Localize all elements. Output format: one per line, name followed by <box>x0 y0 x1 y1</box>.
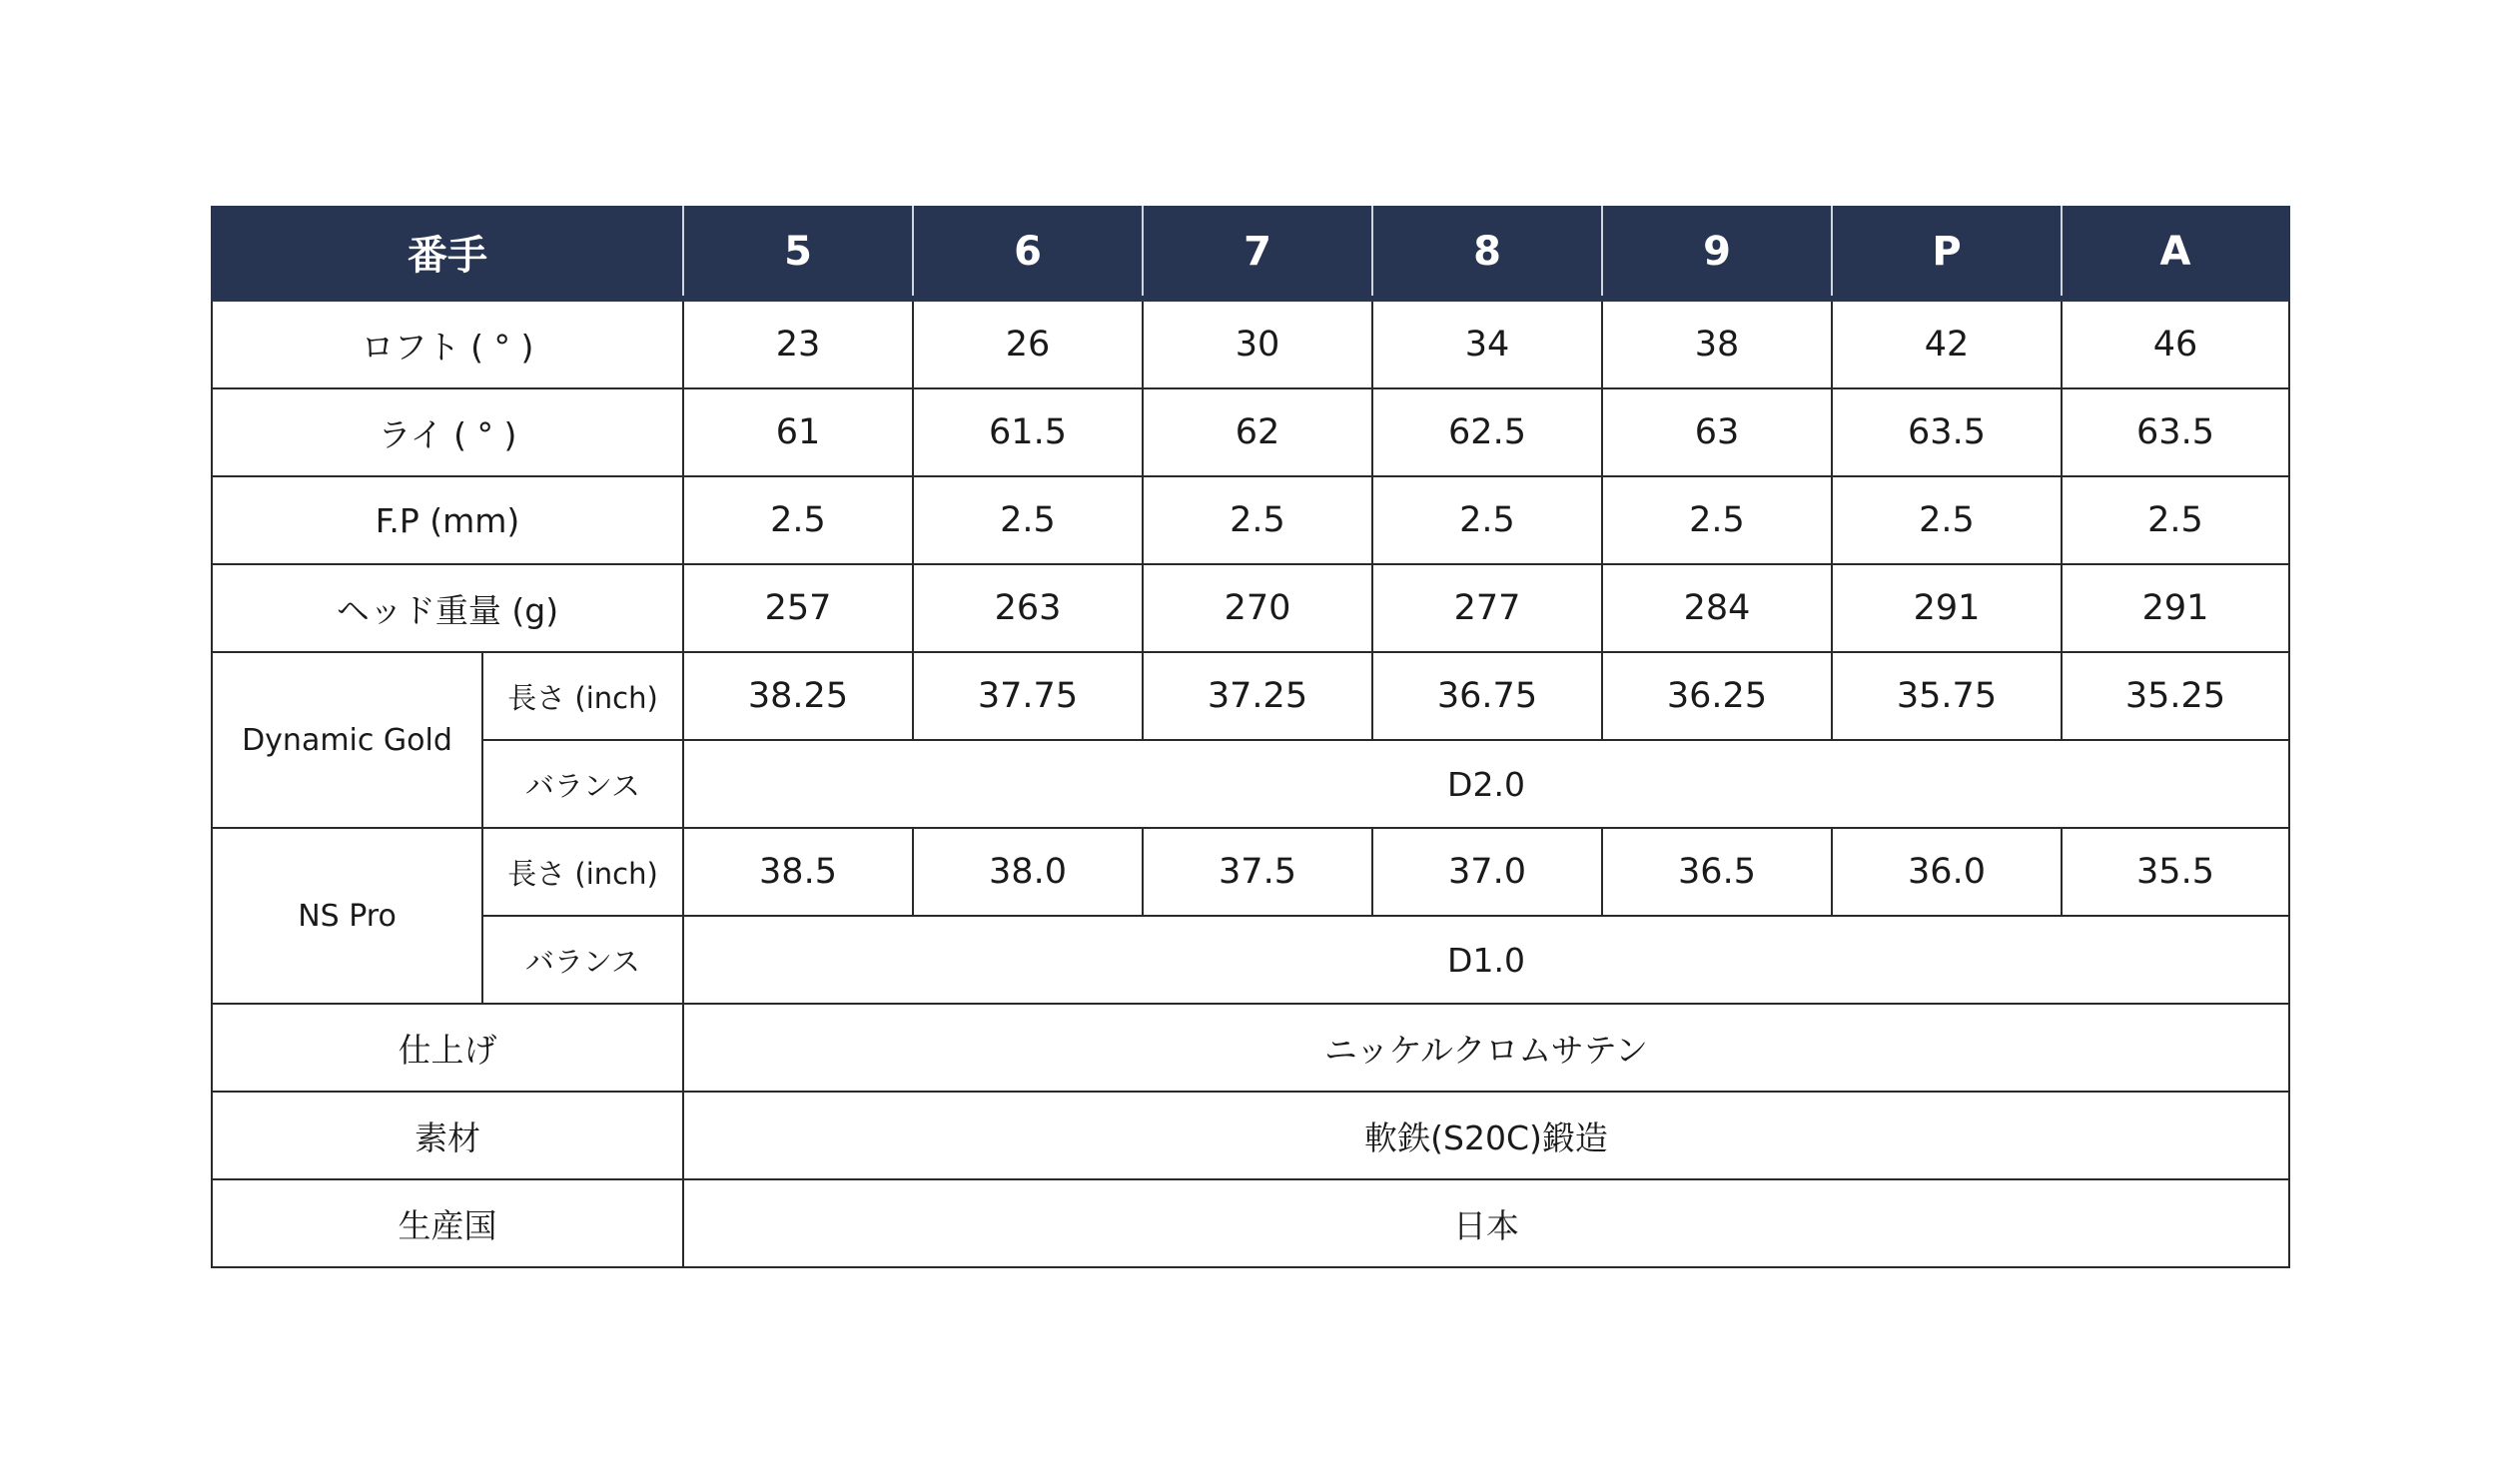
ns-pro-length-value: 37.5 <box>1143 828 1372 916</box>
loft-value: 38 <box>1602 299 1832 388</box>
fp-label: F.P (mm) <box>212 476 683 564</box>
fp-value: 2.5 <box>683 476 913 564</box>
lie-value: 61.5 <box>913 388 1143 476</box>
dynamic-gold-length-value: 35.75 <box>1832 652 2062 740</box>
head-weight-value: 263 <box>913 564 1143 652</box>
lie-value: 63.5 <box>1832 388 2062 476</box>
dynamic-gold-balance-row <box>212 740 2289 828</box>
loft-row <box>212 299 2289 388</box>
ns-pro-length-value: 36.5 <box>1602 828 1832 916</box>
ns-pro-length-row <box>212 828 2289 916</box>
fp-value: 2.5 <box>1832 476 2062 564</box>
ns-pro-balance-row <box>212 916 2289 1004</box>
club-header-5: 5 <box>683 207 913 299</box>
finish-row <box>212 1004 2289 1092</box>
dynamic-gold-length-value: 35.25 <box>2062 652 2289 740</box>
ns-pro-length-value: 35.5 <box>2062 828 2289 916</box>
country-label: 生産国 <box>212 1179 683 1267</box>
ns-pro-length-value: 38.0 <box>913 828 1143 916</box>
loft-value: 42 <box>1832 299 2062 388</box>
ns-pro-balance-value: D1.0 <box>683 916 2289 1004</box>
lie-row <box>212 388 2289 476</box>
finish-value: ニッケルクロムサテン <box>683 1004 2289 1092</box>
ns-pro-length-value: 38.5 <box>683 828 913 916</box>
club-header-a: A <box>2062 207 2289 299</box>
club-header-p: P <box>1832 207 2062 299</box>
lie-label: ライ ( ° ) <box>212 388 683 476</box>
dynamic-gold-length-value: 37.25 <box>1143 652 1372 740</box>
ns-pro-balance-label: バランス <box>482 916 683 1004</box>
material-row <box>212 1092 2289 1179</box>
head-weight-value: 284 <box>1602 564 1832 652</box>
dynamic-gold-shaft-name: Dynamic Gold <box>212 652 482 828</box>
ns-pro-length-value: 36.0 <box>1832 828 2062 916</box>
club-number-header: 番手 <box>212 207 683 299</box>
country-value: 日本 <box>683 1179 2289 1267</box>
dynamic-gold-length-row <box>212 652 2289 740</box>
dynamic-gold-length-value: 36.25 <box>1602 652 1832 740</box>
lie-value: 62.5 <box>1372 388 1602 476</box>
material-label: 素材 <box>212 1092 683 1179</box>
header-row <box>212 207 2289 299</box>
dynamic-gold-balance-value: D2.0 <box>683 740 2289 828</box>
fp-value: 2.5 <box>2062 476 2289 564</box>
loft-value: 30 <box>1143 299 1372 388</box>
lie-value: 61 <box>683 388 913 476</box>
dynamic-gold-length-value: 37.75 <box>913 652 1143 740</box>
lie-value: 62 <box>1143 388 1372 476</box>
dynamic-gold-length-value: 38.25 <box>683 652 913 740</box>
dynamic-gold-length-label: 長さ (inch) <box>482 652 683 740</box>
finish-label: 仕上げ <box>212 1004 683 1092</box>
head-weight-value: 291 <box>2062 564 2289 652</box>
ns-pro-shaft-name: NS Pro <box>212 828 482 1004</box>
fp-value: 2.5 <box>1602 476 1832 564</box>
fp-row <box>212 476 2289 564</box>
head-weight-value: 270 <box>1143 564 1372 652</box>
loft-value: 34 <box>1372 299 1602 388</box>
ns-pro-length-value: 37.0 <box>1372 828 1602 916</box>
club-spec-table <box>211 206 2290 1268</box>
head-weight-value: 277 <box>1372 564 1602 652</box>
club-header-7: 7 <box>1143 207 1372 299</box>
loft-label: ロフト ( ° ) <box>212 299 683 388</box>
lie-value: 63 <box>1602 388 1832 476</box>
head-weight-label: ヘッド重量 (g) <box>212 564 683 652</box>
fp-value: 2.5 <box>913 476 1143 564</box>
lie-value: 63.5 <box>2062 388 2289 476</box>
loft-value: 46 <box>2062 299 2289 388</box>
head-weight-value: 291 <box>1832 564 2062 652</box>
head-weight-row <box>212 564 2289 652</box>
dynamic-gold-balance-label: バランス <box>482 740 683 828</box>
head-weight-value: 257 <box>683 564 913 652</box>
dynamic-gold-length-value: 36.75 <box>1372 652 1602 740</box>
club-header-8: 8 <box>1372 207 1602 299</box>
loft-value: 26 <box>913 299 1143 388</box>
fp-value: 2.5 <box>1372 476 1602 564</box>
ns-pro-length-label: 長さ (inch) <box>482 828 683 916</box>
material-value: 軟鉄(S20C)鍛造 <box>683 1092 2289 1179</box>
country-row <box>212 1179 2289 1267</box>
fp-value: 2.5 <box>1143 476 1372 564</box>
club-header-9: 9 <box>1602 207 1832 299</box>
loft-value: 23 <box>683 299 913 388</box>
club-header-6: 6 <box>913 207 1143 299</box>
